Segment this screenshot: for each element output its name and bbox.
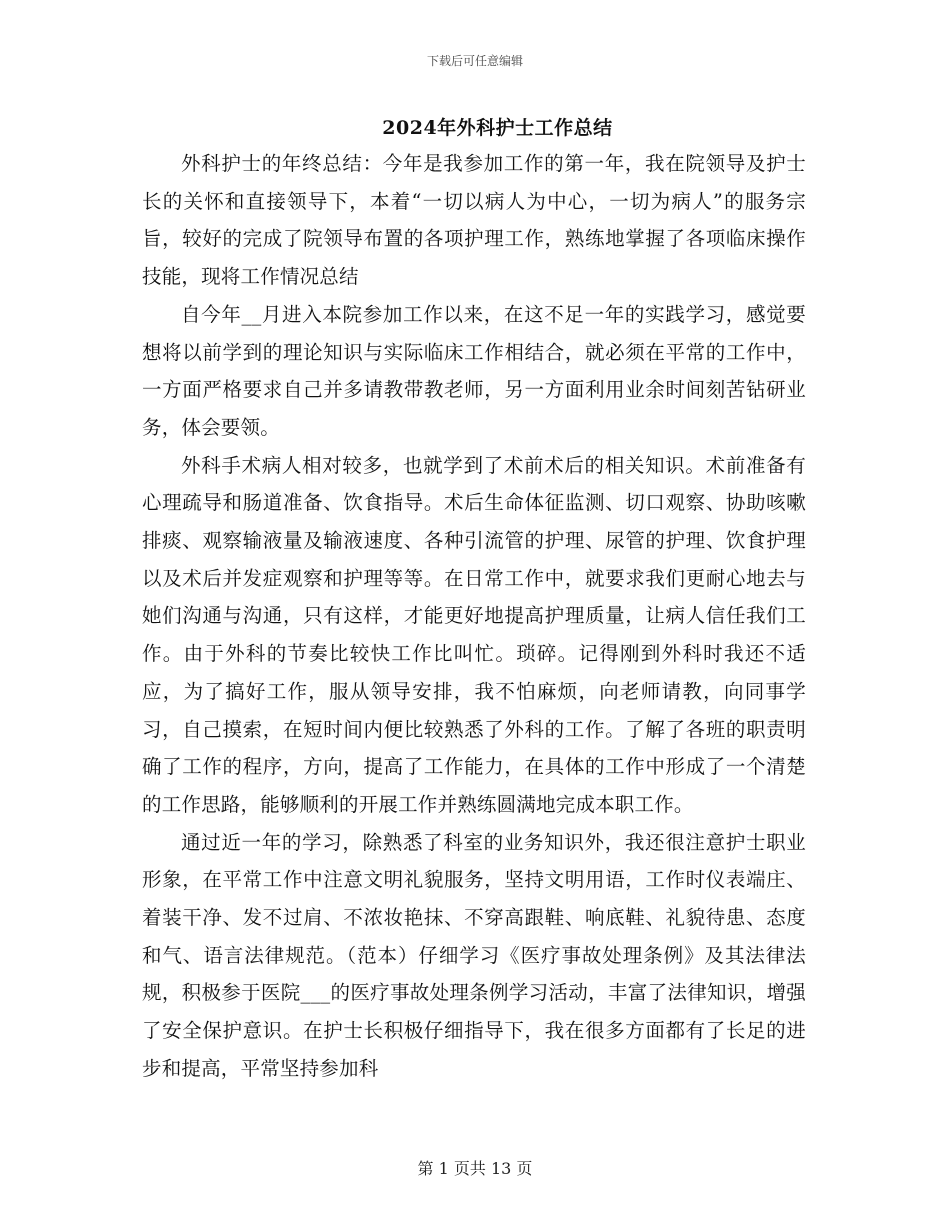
page-footer: 第 1 页共 13 页	[417, 1159, 533, 1178]
paragraph-intro: 外科护士的年终总结：今年是我参加工作的第一年，我在院领导及护士长的关怀和直接领导下，本着“一切以病人为中心，一切为病人”的服务宗旨，较好的完成了院领导布置的各项护理工作，熟练地掌握了各项临床操作技能，现将工作情况总结	[142, 152, 806, 289]
document-body	[142, 145, 806, 1088]
paragraph-professional-image: 通过近一年的学习，除熟悉了科室的业务知识外，我还很注意护士职业形象，在平常工作中注意文明礼貌服务，坚持文明用语，工作时仪表端庄、着装干净、发不过肩、不浓妆艳抹、不穿高跟鞋、响底鞋、礼貌待患、态度和气、语言法律规范。（范本）仔细学习《医疗事故处理条例》及其法律法规，积极参于医院___的医疗事故处理条例学习活动，丰富了法律知识，增强了安全保护意识。在护士长积极仔细指导下，我在很多方面都有了长足的进步和提高，平常坚持参加科	[142, 830, 806, 1080]
paragraph-study: 自今年__月进入本院参加工作以来，在这不足一年的实践学习，感觉要想将以前学到的理论知识与实际临床工作相结合，就必须在平常的工作中，一方面严格要求自己并多请教带教老师，另一方面利用业余时间刻苦钻研业务，体会要领。	[142, 302, 806, 439]
header-note: 下载后可任意编辑	[426, 54, 523, 68]
document-title: 2024年外科护士工作总结	[382, 117, 613, 139]
paragraph-surgery-care: 外科手术病人相对较多，也就学到了术前术后的相关知识。术前准备有心理疏导和肠道准备、饮食指导。术后生命体征监测、切口观察、协助咳嗽排痰、观察输液量及输液速度、各种引流管的护理、尿管的护理、饮食护理以及术后并发症观察和护理等等。在日常工作中，就要求我们更耐心地去与她们沟通与沟通，只有这样，才能更好地提高护理质量，让病人信任我们工作。由于外科的节奏比较快工作比叫忙。琐碎。记得刚到外科时我还不适应，为了搞好工作，服从领导安排，我不怕麻烦，向老师请教，向同事学习，自己摸索，在短时间内便比较熟悉了外科的工作。了解了各班的职责明确了工作的程序，方向，提高了工作能力，在具体的工作中形成了一个清楚的工作思路，能够顺利的开展工作并熟练圆满地完成本职工作。	[142, 453, 806, 816]
